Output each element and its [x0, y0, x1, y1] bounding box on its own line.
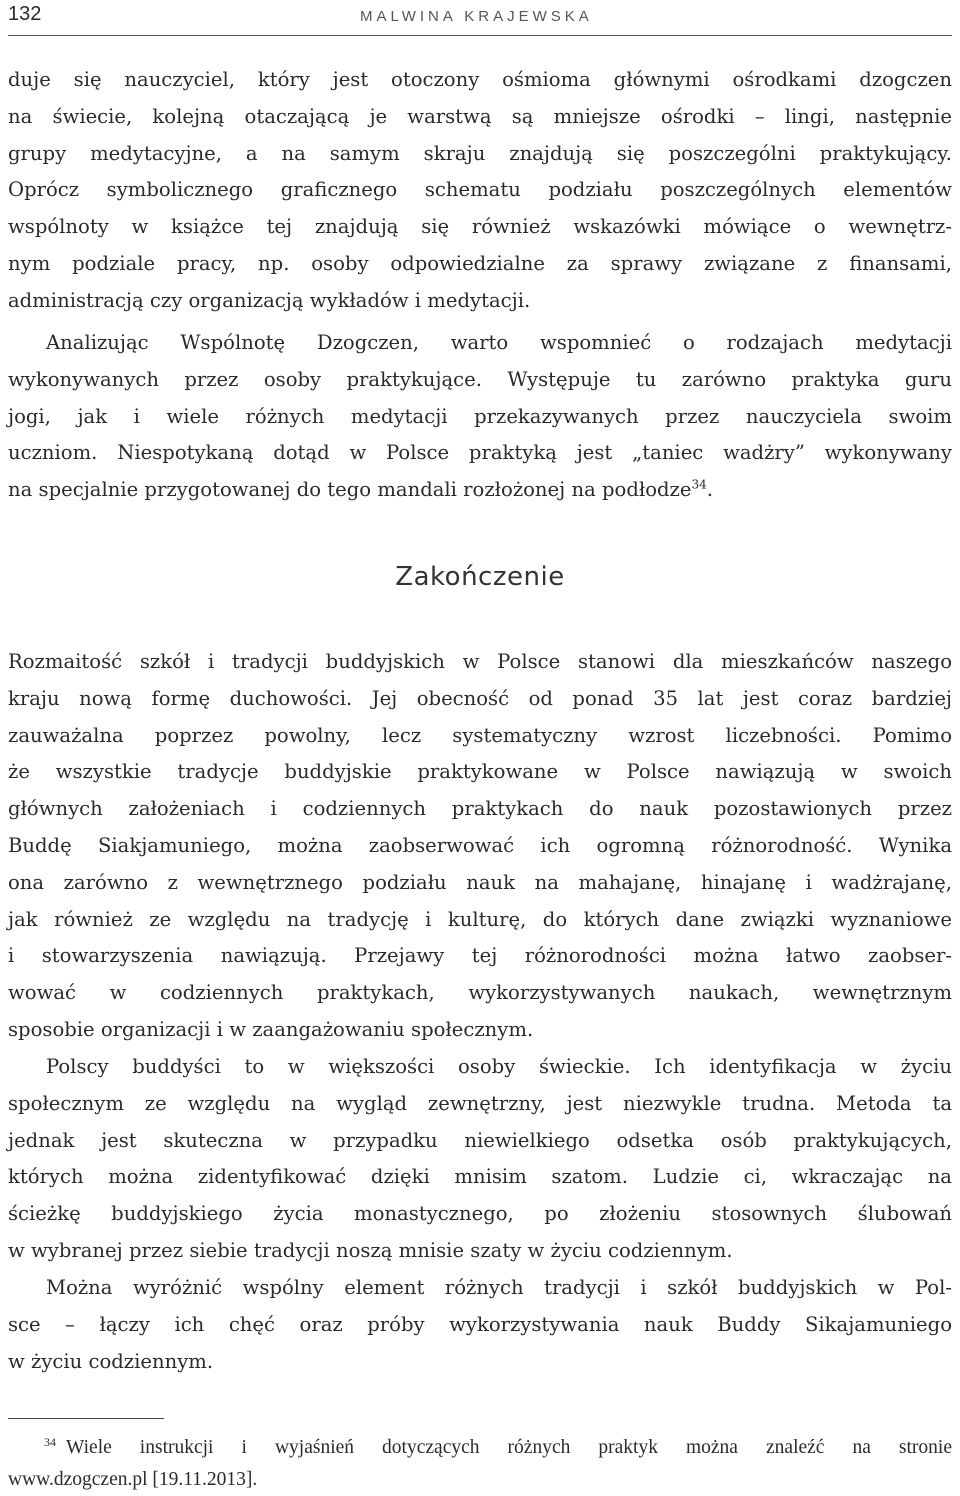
paragraph-meditation-types	[8, 325, 952, 509]
header-rule	[8, 35, 952, 36]
footnote-reference: 34	[691, 477, 707, 492]
text-line: wspólnoty w książce tej znajdują się również wskazówki mówiące o wewnętrz-	[8, 215, 952, 239]
text-line: Buddę Siakjamuniego, można zaobserwować ich ogromną różnorodność. Wynika	[8, 833, 952, 857]
page-number: 132	[8, 3, 42, 25]
footnote-separator	[8, 1418, 164, 1419]
text-line: wować w codziennych praktykach, wykorzystywanych naukach, wewnętrznym	[8, 981, 952, 1005]
text-line: jogi, jak i wiele różnych medytacji przekazywanych przez nauczyciela swoim	[8, 404, 952, 428]
text-line: grupy medytacyjne, a na samym skraju znajdują się poszczególni praktykujący.	[8, 141, 952, 165]
text-line: Rozmaitość szkół i tradycji buddyjskich w Polsce stanowi dla mieszkańców naszego	[8, 650, 952, 673]
text-line: kraju nową formę duchowości. Jej obecność od ponad 35 lat jest coraz bardziej	[8, 686, 952, 710]
paragraph-conclusion-1	[8, 644, 952, 1049]
text-line: w życiu codziennym.	[8, 1349, 214, 1373]
text-line: administracją czy organizacją wykładów i medytacji.	[8, 288, 531, 312]
text-line-end: .	[706, 478, 713, 502]
paragraph-conclusion-3	[8, 1270, 952, 1380]
text-line-body: na specjalnie przygotowanej do tego mandali rozłożonej na podłodze	[8, 478, 692, 502]
text-line: w wybranej przez siebie tradycji noszą mnisie szaty w życiu codziennym.	[8, 1238, 733, 1262]
text-line: jak również ze względu na tradycję i kulturę, do których dane związki wyznaniowe	[8, 907, 952, 931]
text-line: których można zidentyfikować dzięki mnisim szatom. Ludzie ci, wkraczając na	[8, 1165, 952, 1189]
text-line: Oprócz symbolicznego graficznego schematu podziału poszczególnych elementów	[8, 178, 952, 202]
text-line: Polscy buddyści to w większości osoby świeckie. Ich identyfikacja w życiu	[46, 1055, 952, 1078]
text-line: i stowarzyszenia nawiązują. Przejawy tej różnorodności można łatwo zaobser-	[8, 944, 952, 968]
footnote-line	[8, 1432, 952, 1464]
text-line: na świecie, kolejną otaczającą je warstwą są mniejsze ośrodki – lingi, następnie	[8, 104, 952, 128]
text-line: ona zarówno z wewnętrznego podziału nauk na mahajanę, hinajanę i wadżrajanę,	[8, 870, 952, 894]
section-heading: Zakończenie	[395, 562, 565, 592]
footnote-line: www.dzogczen.pl [19.11.2013].	[8, 1469, 258, 1490]
page-header	[8, 0, 952, 36]
text-line: zauważalna poprzez powolny, lecz systematyczny wzrost liczebności. Pomimo	[8, 723, 952, 747]
text-line: uczniom. Niespotykaną dotąd w Polsce praktyką jest „taniec wadżry” wykonywany	[8, 441, 952, 465]
footnote	[8, 1432, 952, 1496]
running-head: MALWINA KRAJEWSKA	[360, 8, 593, 25]
text-line: jednak jest skuteczna w przypadku niewielkiego odsetka osób praktykujących,	[8, 1128, 952, 1152]
text-line: Można wyróżnić wspólny element różnych tradycji i szkół buddyjskich w Pol-	[46, 1276, 952, 1299]
text-line: społecznym ze względu na wygląd zewnętrzny, jest niezwykle trudna. Metoda ta	[8, 1091, 952, 1115]
paragraph-continuation	[8, 62, 952, 320]
footnote-number: 34	[44, 1434, 56, 1449]
text-line-with-footnote	[8, 472, 952, 509]
paragraph-conclusion-2	[8, 1049, 952, 1270]
text-line: Analizując Wspólnotę Dzogczen, warto wspomnieć o rodzajach medytacji	[46, 331, 952, 354]
text-line: sce – łączy ich chęć oraz próby wykorzystywania nauk Buddy Sikajamuniego	[8, 1312, 952, 1336]
text-line: głównych założeniach i codziennych praktykach do nauk pozostawionych przez	[8, 797, 952, 821]
text-line: ścieżkę buddyjskiego życia monastycznego, po złożeniu stosownych ślubowań	[8, 1202, 952, 1226]
text-line: że wszystkie tradycje buddyjskie praktykowane w Polsce nawiązują w swoich	[8, 760, 952, 784]
footnote-text: Wiele instrukcji i wyjaśnień dotyczących różnych praktyk można znaleźć na stronie	[66, 1437, 952, 1458]
text-line: nym podziale pracy, np. osoby odpowiedzialne za sprawy związane z finansami,	[8, 251, 952, 275]
text-line: sposobie organizacji i w zaangażowaniu społecznym.	[8, 1017, 534, 1041]
text-line: wykonywanych przez osoby praktykujące. Występuje tu zarówno praktyka guru	[8, 367, 952, 391]
text-line: duje się nauczyciel, który jest otoczony ośmioma głównymi ośrodkami dzogczen	[8, 68, 952, 91]
